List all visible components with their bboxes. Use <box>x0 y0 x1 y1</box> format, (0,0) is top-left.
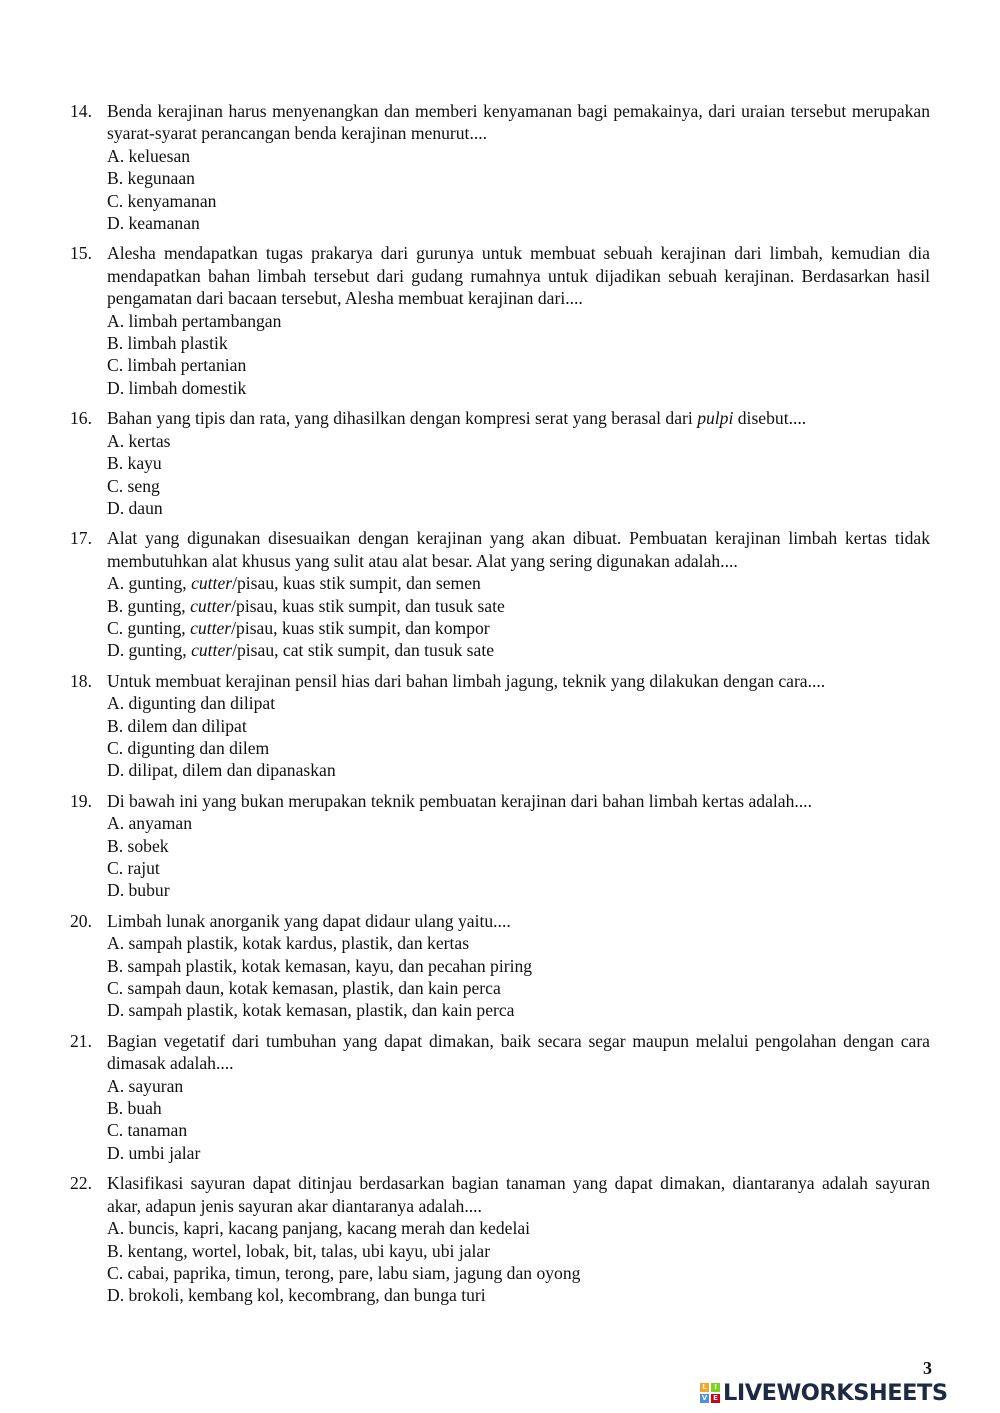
answer-option[interactable] <box>107 835 930 857</box>
text-segment: Untuk membuat kerajinan pensil hias dari bahan limbah jagung, teknik yang dilakukan dengan cara.... <box>107 670 826 691</box>
answer-option[interactable] <box>107 190 930 212</box>
text-segment: A. buncis, kapri, kacang panjang, kacang merah dan kedelai <box>107 1218 531 1239</box>
question-item <box>70 1030 930 1164</box>
text-segment: /pisau, cat stik sumpit, dan tusuk sate <box>232 640 495 661</box>
text-segment: A. limbah pertambangan <box>107 310 282 331</box>
text-segment: C. rajut <box>107 858 160 878</box>
text-segment: /pisau, kuas stik sumpit, dan semen <box>232 573 481 594</box>
logo-square: I <box>711 1383 720 1392</box>
italic-term: cutter <box>191 573 233 594</box>
answer-option[interactable] <box>107 1075 930 1097</box>
answer-option[interactable] <box>107 212 930 234</box>
question-number: 22. <box>70 1173 92 1194</box>
answer-option[interactable] <box>107 332 930 354</box>
answer-option[interactable] <box>107 737 930 759</box>
question-number: 21. <box>70 1030 92 1051</box>
answer-option[interactable] <box>107 354 930 376</box>
text-segment: C. limbah pertanian <box>107 355 247 376</box>
answer-option[interactable] <box>107 595 930 617</box>
logo-square: E <box>711 1394 720 1403</box>
question-list <box>70 100 930 1315</box>
question-text <box>107 242 930 309</box>
text-segment: Benda kerajinan harus menyenangkan dan memberi kenyamanan bagi pemakainya, dari uraian tersebut merupakan syarat-syarat perancangan benda kerajinan menurut.... <box>107 101 930 144</box>
question-text <box>107 670 930 692</box>
text-segment: C. gunting, <box>107 617 191 638</box>
text-segment: C. cabai, paprika, timun, terong, pare, labu siam, jagung dan oyong <box>107 1262 581 1283</box>
question-item <box>70 910 930 1022</box>
question-number: 17. <box>70 528 92 549</box>
logo-grid-icon <box>700 1383 720 1403</box>
logo-square: V <box>701 1394 708 1402</box>
text-segment: C. kenyamanan <box>107 190 217 211</box>
answer-option[interactable] <box>107 879 930 901</box>
text-segment: A. sampah plastik, kotak kardus, plastik, dan kertas <box>107 933 470 954</box>
answer-option[interactable] <box>107 1262 930 1284</box>
answer-option[interactable] <box>107 1217 930 1239</box>
liveworksheets-logo <box>700 1378 948 1408</box>
question-number: 19. <box>70 790 92 811</box>
text-segment: A. anyaman <box>107 813 193 834</box>
text-segment: B. gunting, <box>107 595 191 616</box>
italic-term: cutter <box>190 595 232 616</box>
question-number: 18. <box>70 670 92 691</box>
answer-option[interactable] <box>107 1284 930 1306</box>
text-segment: Limbah lunak anorganik yang dapat didaur ulang yaitu.... <box>107 910 511 931</box>
question-text <box>107 1172 930 1217</box>
question-number: 16. <box>70 408 92 429</box>
text-segment: C. seng <box>107 475 160 496</box>
text-segment: D. umbi jalar <box>107 1142 201 1163</box>
text-segment: A. kertas <box>107 430 171 451</box>
answer-option[interactable] <box>107 977 930 999</box>
text-segment: B. sobek <box>107 835 169 856</box>
answer-option[interactable] <box>107 617 930 639</box>
text-segment: A. digunting dan dilipat <box>107 693 276 714</box>
question-text <box>107 790 930 812</box>
question-text <box>107 1030 930 1075</box>
question-text <box>107 910 930 932</box>
italic-term: cutter <box>191 640 233 661</box>
text-segment: D. daun <box>107 497 163 518</box>
text-segment: B. sampah plastik, kotak kemasan, kayu, dan pecahan piring <box>107 955 533 976</box>
page-number: 3 <box>923 1358 932 1378</box>
question-item <box>70 790 930 902</box>
answer-option[interactable] <box>107 497 930 519</box>
text-segment: A. keluesan <box>107 145 191 166</box>
text-segment: A. gunting, <box>107 573 192 594</box>
logo-square: L <box>700 1383 709 1392</box>
text-segment: C. digunting dan dilem <box>107 737 270 758</box>
answer-option[interactable] <box>107 452 930 474</box>
question-number: 15. <box>70 243 92 264</box>
answer-option[interactable] <box>107 1240 930 1262</box>
question-number: 20. <box>70 910 92 931</box>
answer-option[interactable] <box>107 1097 930 1119</box>
answer-option[interactable] <box>107 377 930 399</box>
answer-option[interactable] <box>107 1142 930 1164</box>
question-item <box>70 242 930 399</box>
text-segment: D. dilipat, dilem dan dipanaskan <box>107 760 336 781</box>
answer-option[interactable] <box>107 999 930 1021</box>
answer-option[interactable] <box>107 310 930 332</box>
text-segment: C. tanaman <box>107 1120 188 1141</box>
text-segment: B. limbah plastik <box>107 333 228 354</box>
question-item <box>70 100 930 234</box>
text-segment: C. sampah daun, kotak kemasan, plastik, dan kain perca <box>107 978 501 999</box>
text-segment: Di bawah ini yang bukan merupakan teknik pembuatan kerajinan dari bahan limbah kertas adalah.... <box>107 790 812 811</box>
text-segment: /pisau, kuas stik sumpit, dan tusuk sate <box>231 595 505 616</box>
text-segment: disebut.... <box>733 408 807 429</box>
text-segment: D. sampah plastik, kotak kemasan, plastik, dan kain perca <box>107 1000 515 1021</box>
question-text <box>107 407 930 429</box>
text-segment: Bagian vegetatif dari tumbuhan yang dapat dimakan, baik secara segar maupun melalui pengolahan dengan cara dimasak adalah.... <box>107 1030 930 1074</box>
question-item <box>70 670 930 782</box>
text-segment: Bahan yang tipis dan rata, yang dihasilkan dengan kompresi serat yang berasal dari <box>107 408 698 429</box>
question-item <box>70 407 930 519</box>
answer-option[interactable] <box>107 145 930 167</box>
question-number: 14. <box>70 101 92 121</box>
question-item <box>70 1172 930 1306</box>
answer-option[interactable] <box>107 857 930 879</box>
logo-text: LIVEWORKSHEETS <box>723 1380 948 1406</box>
text-segment: D. limbah domestik <box>107 377 247 398</box>
answer-option[interactable] <box>107 955 930 977</box>
text-segment: B. buah <box>107 1098 162 1119</box>
question-text <box>107 100 930 145</box>
answer-option[interactable] <box>107 430 930 452</box>
text-segment: B. kegunaan <box>107 168 195 189</box>
answer-option[interactable] <box>107 759 930 781</box>
text-segment: Klasifikasi sayuran dapat ditinjau berdasarkan bagian tanaman yang dapat dimakan, diantaranya adalah sayuran akar, adapun jenis sayuran akar diantaranya adalah.... <box>107 1173 930 1216</box>
italic-term: pulpi <box>697 408 734 429</box>
text-segment: A. sayuran <box>107 1075 184 1096</box>
answer-option[interactable] <box>107 572 930 594</box>
answer-option[interactable] <box>107 475 930 497</box>
text-segment: B. kentang, wortel, lobak, bit, talas, ubi kayu, ubi jalar <box>107 1240 491 1261</box>
answer-option[interactable] <box>107 1119 930 1141</box>
text-segment: Alat yang digunakan disesuaikan dengan kerajinan yang akan dibuat. Pembuatan kerajinan limbah kertas tidak membutuhkan alat khusus yang sulit atau alat besar. Alat yang sering digunakan adalah.... <box>107 528 930 571</box>
answer-option[interactable] <box>107 167 930 189</box>
answer-option[interactable] <box>107 692 930 714</box>
text-segment: D. brokoli, kembang kol, kecombrang, dan bunga turi <box>107 1285 486 1306</box>
italic-term: cutter <box>190 617 232 638</box>
answer-option[interactable] <box>107 639 930 661</box>
text-segment: D. gunting, <box>107 640 192 661</box>
question-item <box>70 527 930 661</box>
text-segment: B. kayu <box>107 453 162 474</box>
question-text <box>107 527 930 572</box>
answer-option[interactable] <box>107 715 930 737</box>
text-segment: B. dilem dan dilipat <box>107 715 247 736</box>
text-segment: D. bubur <box>107 880 170 901</box>
text-segment: /pisau, kuas stik sumpit, dan kompor <box>231 617 490 638</box>
answer-option[interactable] <box>107 932 930 954</box>
text-segment: D. keamanan <box>107 213 200 234</box>
text-segment: Alesha mendapatkan tugas prakarya dari gurunya untuk membuat sebuah kerajinan dari limbah, kemudian dia mendapatkan bahan limbah tersebut dari gudang rumahnya untuk dijadikan sebuah kerajinan. Berdasarkan hasil pengamatan dari bacaan tersebut, Alesha membuat kerajinan dari.... <box>107 243 930 309</box>
answer-option[interactable] <box>107 812 930 834</box>
